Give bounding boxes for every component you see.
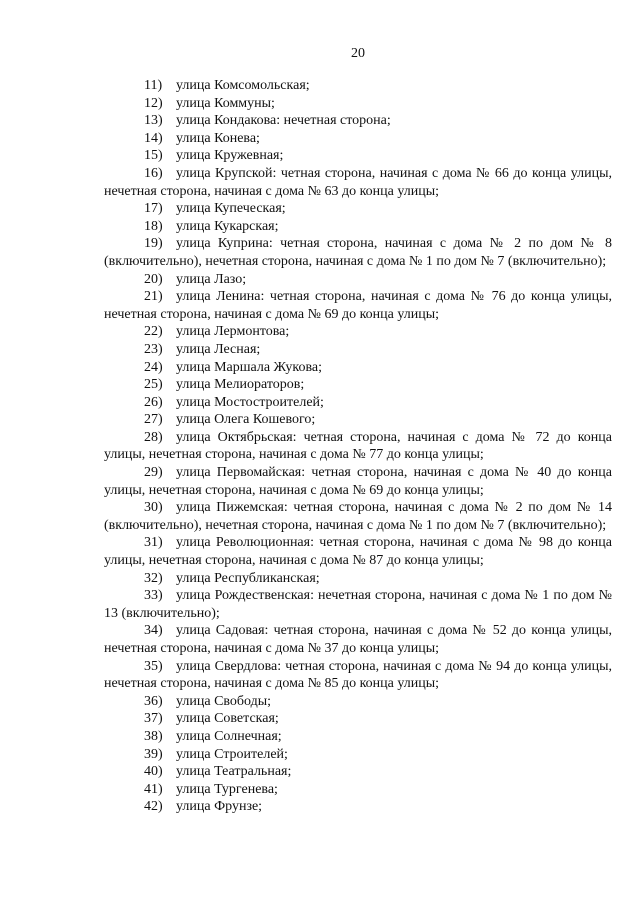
item-text: улица Кружевная;	[176, 148, 284, 164]
list-item	[104, 728, 612, 746]
item-text: улица Кукарская;	[176, 218, 279, 234]
item-text: улица Кондакова: нечетная сторона;	[176, 113, 391, 129]
item-number: 34)	[144, 623, 163, 639]
item-text: улица Мостостроителей;	[176, 394, 324, 410]
item-number: 32)	[144, 570, 163, 586]
list-item	[104, 622, 612, 657]
list-item	[104, 587, 612, 622]
list-item	[104, 341, 612, 359]
item-number: 36)	[144, 693, 163, 709]
item-number: 27)	[144, 412, 163, 428]
item-number: 17)	[144, 201, 163, 217]
item-text: улица Солнечная;	[176, 728, 282, 744]
item-text: улица Лермонтова;	[176, 324, 290, 340]
item-number: 33)	[144, 588, 163, 604]
item-text: улица Первомайская: четная сторона, начиная с дома № 40 до конца улицы, нечетная сторона, начиная с дома № 69 до конца улицы;	[104, 465, 612, 498]
item-number: 18)	[144, 218, 163, 234]
item-text: улица Свободы;	[176, 693, 272, 709]
item-number: 35)	[144, 658, 163, 674]
street-list	[104, 77, 612, 816]
item-text: улица Октябрьская: четная сторона, начиная с дома № 72 до конца улицы, нечетная сторона, начиная с дома № 77 до конца улицы;	[104, 429, 612, 463]
item-text: улица Советская;	[176, 711, 279, 727]
list-item	[104, 235, 612, 270]
item-number: 40)	[144, 764, 163, 780]
item-text: улица Рождественская: нечетная сторона, начиная с дома № 1 по дом № 13 (включительно);	[104, 588, 612, 621]
item-text: улица Пижемская: четная сторона, начиная с дома № 2 по дом № 14 (включительно), нечетная сторона, начиная с дома № 1 по дом № 7 (включительно);	[104, 500, 612, 533]
item-text: улица Коммуны;	[176, 95, 275, 111]
item-text: улица Конева;	[176, 130, 260, 146]
list-item	[104, 429, 612, 464]
item-number: 41)	[144, 781, 163, 797]
item-number: 24)	[144, 359, 163, 375]
item-text: улица Тургенева;	[176, 781, 278, 797]
item-number: 29)	[144, 465, 163, 481]
item-number: 13)	[144, 113, 163, 129]
item-text: улица Мелиораторов;	[176, 377, 305, 393]
list-item	[104, 376, 612, 394]
list-item	[104, 693, 612, 711]
item-text: улица Купеческая;	[176, 201, 286, 217]
item-number: 19)	[144, 236, 163, 252]
item-number: 15)	[144, 148, 163, 164]
item-number: 20)	[144, 271, 163, 287]
item-number: 31)	[144, 535, 163, 551]
item-text: улица Комсомольская;	[176, 78, 310, 93]
item-number: 26)	[144, 394, 163, 410]
list-item	[104, 394, 612, 412]
list-item	[104, 658, 612, 693]
item-text: улица Свердлова: четная сторона, начиная с дома № 94 до конца улицы, нечетная сторона, начиная с дома № 85 до конца улицы;	[104, 658, 612, 692]
item-text: улица Республиканская;	[176, 570, 320, 586]
list-item	[104, 798, 612, 816]
item-number: 23)	[144, 341, 163, 357]
item-number: 30)	[144, 500, 163, 516]
item-text: улица Куприна: четная сторона, начиная с дома № 2 по дом № 8 (включительно), нечетная сторона, начиная с дома № 1 по дом № 7 (включительно);	[104, 236, 612, 269]
list-item	[104, 499, 612, 534]
item-text: улица Строителей;	[176, 746, 288, 762]
list-item	[104, 763, 612, 781]
list-item	[104, 130, 612, 148]
list-item	[104, 288, 612, 323]
item-number: 38)	[144, 728, 163, 744]
item-number: 39)	[144, 746, 163, 762]
item-number: 37)	[144, 711, 163, 727]
page-number: 20	[351, 46, 365, 61]
item-number: 21)	[144, 289, 163, 305]
item-number: 25)	[144, 377, 163, 393]
list-item	[104, 323, 612, 341]
list-item	[104, 271, 612, 289]
item-text: улица Ленина: четная сторона, начиная с дома № 76 до конца улицы, нечетная сторона, начиная с дома № 69 до конца улицы;	[104, 289, 612, 322]
item-number: 28)	[144, 429, 163, 445]
list-item	[104, 359, 612, 377]
item-number: 11)	[144, 78, 163, 93]
list-item	[104, 746, 612, 764]
item-number: 14)	[144, 130, 163, 146]
item-text: улица Лазо;	[176, 271, 247, 287]
list-item	[104, 464, 612, 499]
item-text: улица Фрунзе;	[176, 799, 263, 815]
item-number: 16)	[144, 165, 163, 181]
item-number: 42)	[144, 799, 163, 815]
list-item	[104, 411, 612, 429]
list-item	[104, 710, 612, 728]
list-item	[104, 112, 612, 130]
list-item	[104, 147, 612, 165]
list-item	[104, 781, 612, 799]
item-text: улица Революционная: четная сторона, начиная с дома № 98 до конца улицы, нечетная сторона, начиная с дома № 87 до конца улицы;	[104, 535, 612, 569]
list-item	[104, 165, 612, 200]
item-number: 22)	[144, 324, 163, 340]
list-item	[104, 218, 612, 236]
list-item	[104, 95, 612, 113]
item-text: улица Садовая: четная сторона, начиная с дома № 52 до конца улицы, нечетная сторона, начиная с дома № 37 до конца улицы;	[104, 623, 612, 656]
item-text: улица Крупской: четная сторона, начиная с дома № 66 до конца улицы, нечетная сторона, начиная с дома № 63 до конца улицы;	[104, 165, 612, 199]
list-item	[104, 77, 612, 95]
list-item	[104, 200, 612, 218]
item-text: улица Лесная;	[176, 341, 261, 357]
list-item	[104, 534, 612, 569]
item-text: улица Олега Кошевого;	[176, 412, 316, 428]
item-number: 12)	[144, 95, 163, 111]
item-text: улица Маршала Жукова;	[176, 359, 323, 375]
list-item	[104, 570, 612, 588]
item-text: улица Театральная;	[176, 764, 292, 780]
